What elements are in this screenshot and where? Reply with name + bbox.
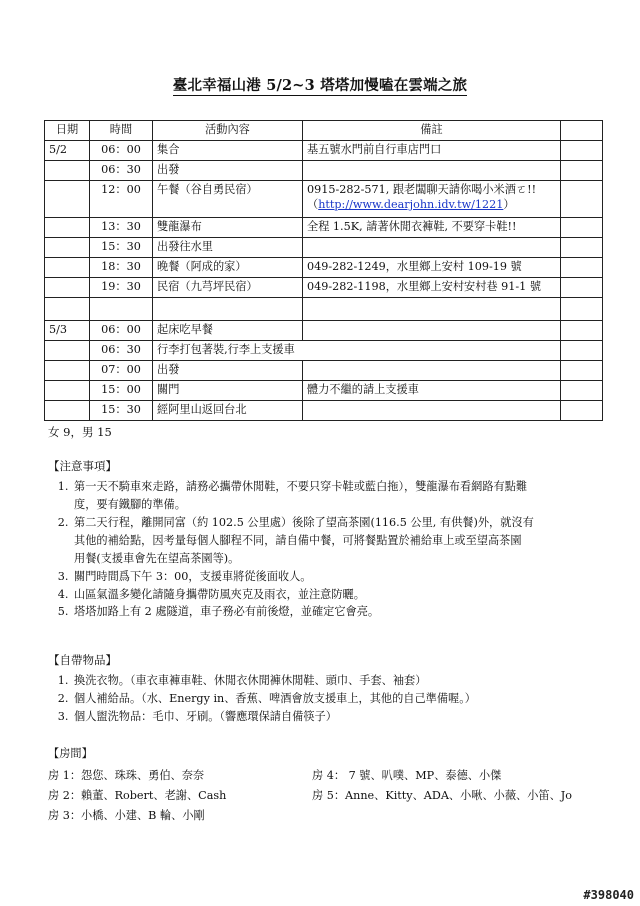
table-row [45,321,603,341]
row-activity: 午餐（谷自勇民宿） [153,181,303,218]
row-activity: 出發 [153,361,303,381]
row-time: 06：30 [90,161,153,181]
room-4: 房 4： 7 號、叭噗、MP、泰德、小傑 [312,769,502,782]
row-time: 15：30 [90,401,153,421]
table-row [45,258,603,278]
row-time: 12：00 [90,181,153,218]
list-item: 3. 關門時間爲下午 3：00，支援車將從後面收人。 [72,568,608,586]
row-note: 全程 1.5K, 請著休閒衣褲鞋, 不要穿卡鞋!! [303,218,561,238]
row-activity: 起床吃早餐 [153,321,303,341]
table-row [45,381,603,401]
list-item: 2. 第二天行程，離開同富（約 102.5 公里處）後除了望高茶園(116.5 公里, 有供餐)外，就沒有 其他的補給點，因考量每個人腳程不同，請自備中餐，可將餐點置於補給車上或至望高茶園 用餐(支援車會先在望高茶園等)。 [72,514,608,568]
page-title: 臺北幸福山港 5/2~3 塔塔加慢嗑在雲端之旅 [172,77,468,94]
day1-date: 5/2 [45,141,90,161]
row-time: 07：00 [90,361,153,381]
row-activity: 晚餐（阿成的家） [153,258,303,278]
list-item: 1. 第一天不騎車來走路，請務必攜帶休閒鞋，不要只穿卡鞋或藍白拖），雙龍瀑布看網路有點難 度，要有鐵腳的準備。 [72,478,608,514]
supplies-section [48,652,608,726]
row-note: 049-282-1198，水里鄉上安村安村巷 91-1 號 [303,278,561,298]
notes-section [48,458,608,621]
row-time: 06：00 [90,141,153,161]
document-id-stamp: #398040 [583,888,634,902]
rooms-heading: 【房間】 [48,747,93,760]
table-row [45,218,603,238]
header-extra [561,121,603,141]
list-item: 2. 個人補給品。（水、Energy in、香蕉、啤酒會放支援車上，其他的自己準備喔。） [72,690,608,708]
row-activity: 行李打包著裝,行李上支援車 [153,341,561,361]
table-row [45,401,603,421]
row-time: 13：30 [90,218,153,238]
row-time: 06：00 [90,321,153,341]
lunch-note-link-line: （http://www.dearjohn.idv.tw/1221） [307,198,515,212]
table-row [45,278,603,298]
row-note: 基五號水門前自行車店門口 [303,141,561,161]
row-activity: 關門 [153,381,303,401]
supplies-heading: 【自帶物品】 [48,653,117,667]
lunch-note-text: 0915-282-571, 跟老闆聊天請你喝小米酒ㄛ!! [307,183,537,196]
row-activity: 集合 [153,141,303,161]
notes-list [48,478,608,621]
list-item: 4. 山區氣溫多變化請隨身攜帶防風夾克及雨衣，並注意防曬。 [72,586,608,604]
table-row [45,161,603,181]
notes-heading: 【注意事項】 [48,459,117,473]
row-note: 體力不繼的請上支援車 [303,381,561,401]
row-note [303,161,561,181]
row-activity: 出發往水里 [153,238,303,258]
header-note: 備註 [303,121,561,141]
schedule-table [44,120,603,421]
supplies-list [48,672,608,726]
table-header-row [45,121,603,141]
row-note [303,401,561,421]
row-activity: 經阿里山返回台北 [153,401,303,421]
table-row [45,141,603,161]
list-item: 3. 個人盥洗物品：毛巾、牙刷。（響應環保請自備筷子） [72,708,608,726]
room-1: 房 1：怨您、珠珠、勇伯、奈奈 [48,769,205,782]
row-time: 15：00 [90,381,153,401]
table-row [45,341,603,361]
row-time: 18：30 [90,258,153,278]
table-row [45,181,603,218]
list-item: 5. 塔塔加路上有 2 處隧道，車子務必有前後燈，並確定它會亮。 [72,603,608,621]
row-note [303,238,561,258]
day2-date: 5/3 [45,321,90,341]
header-date: 日期 [45,121,90,141]
header-time: 時間 [90,121,153,141]
website-link[interactable]: http://www.dearjohn.idv.tw/1221 [318,198,504,212]
table-row [45,238,603,258]
rooms-section [48,745,608,835]
spacer-row [45,298,603,321]
row-note [303,321,561,341]
list-item: 1. 換洗衣物。（車衣車褲車鞋、休閒衣休閒褲休閒鞋、頭巾、手套、袖套） [72,672,608,690]
header-activity: 活動內容 [153,121,303,141]
row-activity: 出發 [153,161,303,181]
room-5: 房 5：Anne、Kitty、ADA、小啾、小薇、小笛、Jo [312,789,573,802]
participant-tally: 女 9，男 15 [48,425,112,439]
table-row [45,361,603,381]
row-time: 06：30 [90,341,153,361]
room-3: 房 3：小橋、小建、B 輪、小剛 [48,809,205,822]
row-activity: 雙龍瀑布 [153,218,303,238]
row-activity: 民宿（九芎坪民宿） [153,278,303,298]
row-time: 15：30 [90,238,153,258]
row-note: 049-282-1249，水里鄉上安村 109-19 號 [303,258,561,278]
row-note [303,181,561,218]
row-time: 19：30 [90,278,153,298]
room-2: 房 2：賴董、Robert、老謝、Cash [48,789,227,802]
row-note [303,361,561,381]
